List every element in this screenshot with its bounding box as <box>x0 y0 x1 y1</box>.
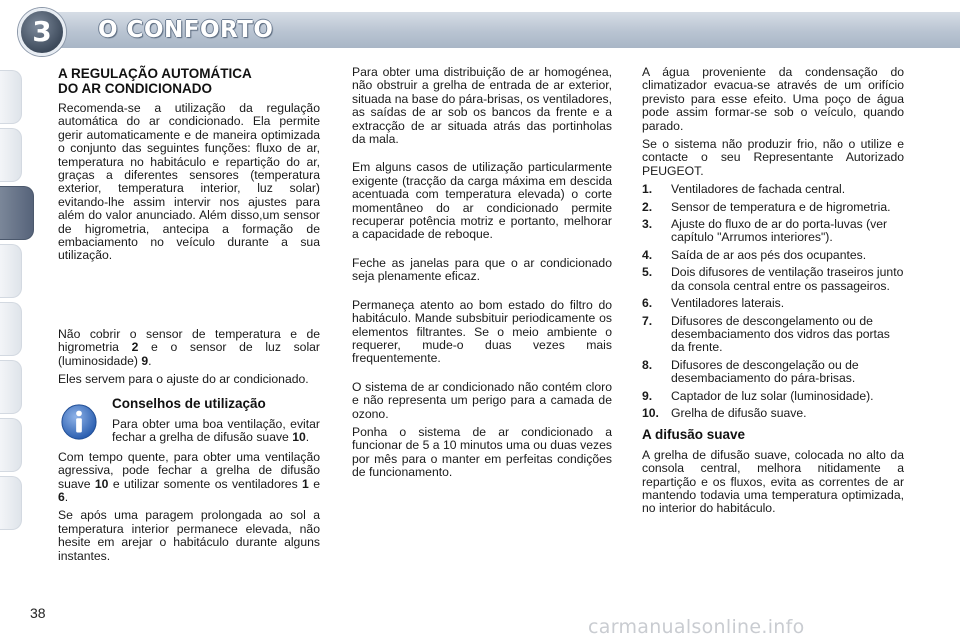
paragraph-sensor-purpose: Eles servem para o ajuste do ar condicionado. <box>58 372 309 387</box>
list-item <box>642 390 904 403</box>
list-item <box>642 297 904 310</box>
list-number: 4. <box>642 247 653 262</box>
list-item <box>642 201 904 214</box>
list-item <box>642 249 904 262</box>
paragraph-no-chlorine: O sistema de ar condicionado não contém cloro e não representa um perigo para a camada de ozono. <box>352 379 612 421</box>
chapter-badge: 3 <box>18 8 66 56</box>
list-text: Difusores de descongelação ou de desembaciamento do pára-brisas. <box>671 357 859 386</box>
paragraph-close-windows: Feche as janelas para que o ar condicionado seja plenamente eficaz. <box>352 255 612 284</box>
text: e <box>308 476 320 491</box>
info-icon <box>60 403 98 441</box>
list-number: 1. <box>642 182 653 197</box>
list-number: 10. <box>642 405 659 420</box>
column-right <box>642 66 904 521</box>
list-number: 2. <box>642 199 653 214</box>
list-item <box>642 266 904 293</box>
list-number: 7. <box>642 313 653 328</box>
list-number: 9. <box>642 388 653 403</box>
ref-number: 2 <box>131 340 139 355</box>
paragraph-air-distribution: Para obter uma distribuição de ar homogénea, não obstruir a grelha de entrada de ar exterior, situada na base do pára-brisas, os ventiladores, as saídas de ar sob os bancos da frente e a extracção de ar situada atrás das portinholas da mala. <box>352 65 612 147</box>
chapter-tabs <box>0 70 30 534</box>
paragraph-run-monthly: Ponha o sistema de ar condicionado a funcionar de 5 a 10 minutos uma ou duas vezes por mês para o manter em perfeitas condições de funcionamento. <box>352 424 612 480</box>
list-item <box>642 315 904 355</box>
ref-number: 1 <box>302 476 309 491</box>
paragraph-sensor-warning <box>58 328 320 368</box>
list-item <box>642 183 904 196</box>
list-text: Ventiladores de fachada central. <box>671 182 846 197</box>
paragraph-soft-diffusion: A grelha de difusão suave, colocada no alto da consola central, melhora nitidamente a repartição e os fluxos, evita as correntes de ar mantendo todavia uma temperatura optimizada, no interior do habitáculo. <box>642 447 904 516</box>
paragraph-cabin-filter: Permaneça atento ao bom estado do filtro do habitáculo. Mande subsbituir periodicamente os elementos filtrantes. Se o meio ambiente o requerer, mude-o duas vezes mais frequentemente. <box>352 297 612 366</box>
list-number: 8. <box>642 357 653 372</box>
section-heading-line1: A REGULAÇÃO AUTOMÁTICA <box>58 66 252 81</box>
chapter-tab-2[interactable] <box>0 128 22 182</box>
text: Com tempo quente, para obter uma ventilação agressiva, pode fechar a grelha de difusão suave <box>58 449 320 491</box>
list-number: 3. <box>642 217 653 232</box>
list-text: Sensor de temperatura e de higrometria. <box>671 199 891 214</box>
text: Para obter uma boa ventilação, evitar fechar a grelha de difusão suave <box>112 416 320 445</box>
list-text: Difusores de descongelamento ou de desembaciamento dos vidros das portas da frente. <box>671 313 890 355</box>
chapter-title: O CONFORTO <box>98 17 274 43</box>
list-text: Captador de luz solar (luminosidade). <box>671 388 874 403</box>
list-number: 6. <box>642 296 653 311</box>
chapter-tab-3-active[interactable] <box>0 186 34 240</box>
chapter-tab-7[interactable] <box>0 418 22 472</box>
text: e o sensor de luz solar (luminosidade) <box>58 340 320 368</box>
ref-number: 6 <box>58 489 65 504</box>
vent-legend-list <box>642 183 904 420</box>
paragraph-demanding-use: Em alguns casos de utilização particularmente exigente (tracção da carga máxima em descida acentuada com temperatura elevada) o corte momentâneo do ar condicionado permite recuperar potência motriz e portanto, melhorar a capacidade de reboque. <box>352 160 612 242</box>
list-text: Saída de ar aos pés dos ocupantes. <box>671 247 867 262</box>
text: . <box>305 430 310 445</box>
advice-box <box>58 397 320 445</box>
list-text: Grelha de difusão suave. <box>671 405 807 420</box>
paragraph-after-parking: Se após uma paragem prolongada ao sol a temperatura interior permanece elevada, não hesite em arejar o habitáculo durante alguns instantes. <box>58 508 320 563</box>
list-text: Ventiladores laterais. <box>671 296 785 311</box>
text: e utilizar somente os ventiladores <box>108 476 303 491</box>
list-text: Ajuste do fluxo de ar do porta-luvas (ver capítulo "Arrumos interiores"). <box>671 217 888 245</box>
section-heading <box>58 66 320 96</box>
chapter-tab-8[interactable] <box>0 476 22 530</box>
watermark: carmanualsonline.info <box>588 616 805 638</box>
page-header <box>0 0 960 62</box>
subheading-soft-diffusion: A difusão suave <box>642 427 746 443</box>
chapter-tab-4[interactable] <box>0 244 22 298</box>
text: . <box>64 489 69 504</box>
text: Não cobrir o sensor de temperatura e de higrometria <box>58 326 320 355</box>
column-middle <box>352 66 612 485</box>
chapter-tab-1[interactable] <box>0 70 22 124</box>
text: . <box>148 353 152 368</box>
page-number: 38 <box>30 605 46 621</box>
list-item <box>642 218 904 245</box>
spacer <box>58 268 320 328</box>
ref-number: 10 <box>94 476 109 491</box>
chapter-tab-6[interactable] <box>0 360 22 414</box>
list-number: 5. <box>642 265 653 280</box>
paragraph-no-cold: Se o sistema não produzir frio, não o utilize e contacte o seu Representante Autorizado PEUGEOT. <box>642 137 904 178</box>
paragraph-condensation: A água proveniente da condensação do climatizador evacua-se através de um orifício previsto para esse efeito. Uma poço de água pode assim formar-se sob o veículo, quando parado. <box>642 65 904 133</box>
list-item <box>642 407 904 420</box>
advice-text <box>112 418 320 445</box>
column-left <box>58 66 320 568</box>
section-heading-line2: DO AR CONDICIONADO <box>58 81 212 96</box>
list-item <box>642 359 904 386</box>
list-text: Dois difusores de ventilação traseiros junto da consola central entre os passageiros. <box>671 265 904 293</box>
advice-title: Conselhos de utilização <box>112 395 266 411</box>
chapter-tab-5[interactable] <box>0 302 22 356</box>
ref-number: 9 <box>141 353 149 368</box>
paragraph-intro: Recomenda-se a utilização da regulação automática do ar condicionado. Ela permite gerir automaticamente e de maneira optimizada o conjunto das seguintes funções: fluxo de ar, temperatura no habitáculo e repartição do ar, graças a diferentes sensores (temperatura exterior, temperatura interior, luz solar) evitando-lhe assim intervir nos ajustes para além do valor anunciado. Além disso,um sensor de higrometria, antecipa a formação de embaciamento no veículo durante a sua utilização. <box>58 101 320 263</box>
ref-number: 10 <box>292 430 306 445</box>
paragraph-hot-weather <box>58 451 320 505</box>
